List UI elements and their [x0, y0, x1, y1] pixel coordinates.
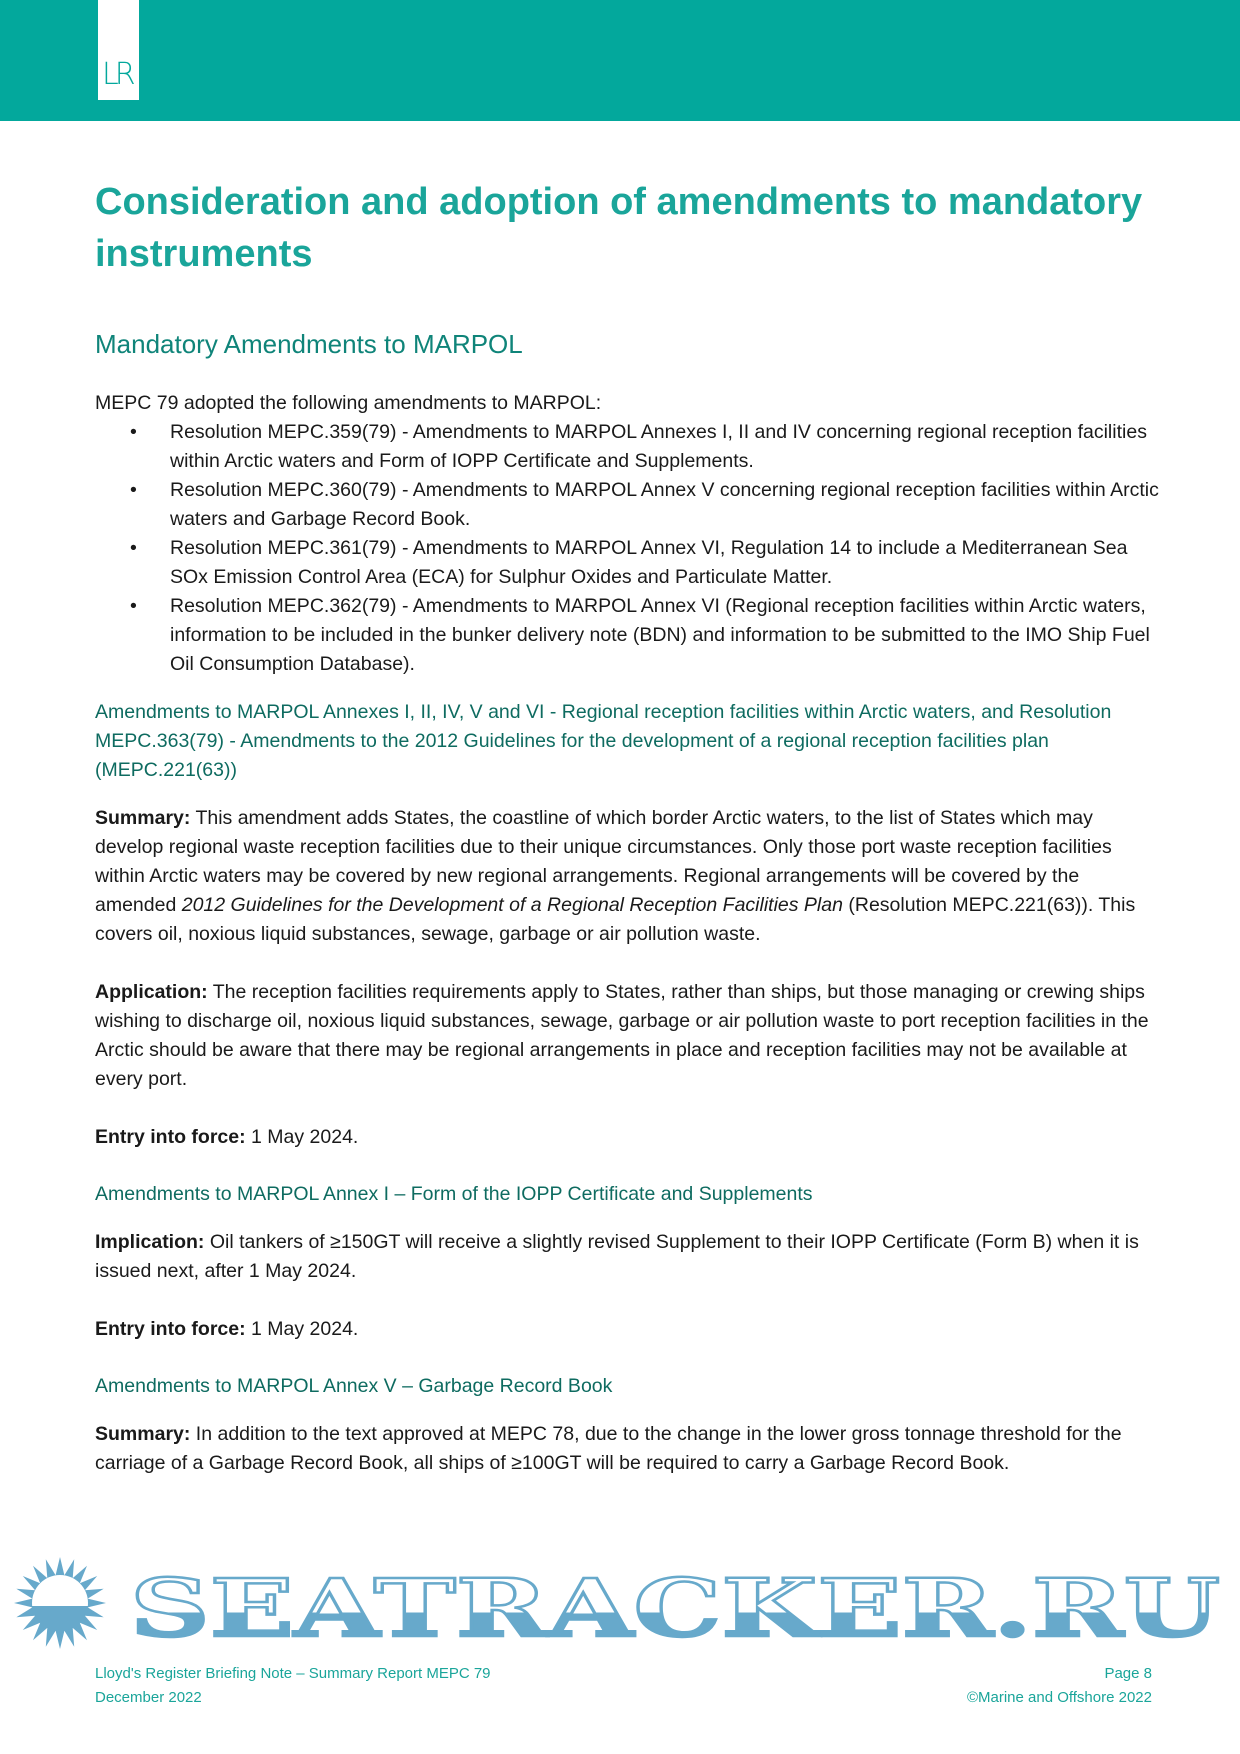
entry-date: 1 May 2024.: [245, 1318, 359, 1340]
watermark: [0, 1556, 1240, 1650]
guidelines-title: 2012 Guidelines for the Development of a Regional Reception Facilities Plan: [181, 894, 843, 916]
entry-label: Entry into force:: [95, 1318, 246, 1340]
section-heading: Mandatory Amendments to MARPOL: [95, 329, 523, 359]
list-item: • Resolution MEPC.359(79) - Amendments to MARPOL Annexes I, II and IV concerning regional reception facilities within Arctic waters and Form of IOPP Certificate and Supplements.: [170, 418, 1165, 476]
list-item: • Resolution MEPC.360(79) - Amendments to MARPOL Annex V concerning regional reception facilities within Arctic waters and Garbage Record Book.: [170, 476, 1165, 534]
summary-text: This amendment adds States, the coastline of which border Arctic waters, to the list of States which may develop regional waste reception facilities due to their unique circumstances. Only those port waste reception facilities within Arctic waters may be covered by new regional arrangements. Regional arrangements will be covered by the amended: [95, 807, 1112, 916]
header-bar: [0, 0, 1240, 121]
subheading-annex-i: Amendments to MARPOL Annex I – Form of the IOPP Certificate and Supplements: [95, 1183, 813, 1205]
footer-doc-title: Lloyd's Register Briefing Note – Summary Report MEPC 79: [95, 1665, 491, 1682]
footer-date: December 2022: [95, 1689, 202, 1706]
summary-text-cont: (Resolution MEPC.221(63)). This covers oil, noxious liquid substances, sewage, garbage or air pollution waste.: [95, 894, 1136, 945]
watermark-text: SEATRACKER.RU: [130, 1561, 1220, 1650]
footer-page-number: Page 8: [1104, 1665, 1152, 1682]
implication-label: Implication:: [95, 1231, 205, 1253]
summary-text: In addition to the text approved at MEPC 78, due to the change in the lower gross tonnage threshold for the carriage of a Garbage Record Book, all ships of ≥100GT will be required to carry a Garbage Record Book.: [95, 1423, 1122, 1474]
footer-copyright: ©Marine and Offshore 2022: [966, 1689, 1152, 1706]
page-title: Consideration and adoption of amendments to mandatory instruments: [95, 181, 1143, 275]
implication-text: Oil tankers of ≥150GT will receive a slightly revised Supplement to their IOPP Certificate (Form B) when it is issued next, after 1 May 2024.: [95, 1231, 1139, 1282]
application-paragraph: [95, 978, 1165, 1094]
list-item: • Resolution MEPC.361(79) - Amendments to MARPOL Annex VI, Regulation 14 to include a Mediterranean Sea SOx Emission Control Area (ECA) for Sulphur Oxides and Particulate Matter.: [170, 534, 1165, 592]
intro-block: [95, 389, 1165, 679]
application-text: The reception facilities requirements apply to States, rather than ships, but those managing or crewing ships wishing to discharge oil, noxious liquid substances, sewage, garbage or air pollution waste to port reception facilities in the Arctic should be aware that there may be regional arrangements in place and reception facilities may not be available at every port.: [95, 981, 1149, 1090]
subheading-annex-v: Amendments to MARPOL Annex V – Garbage Record Book: [95, 1375, 613, 1397]
entry-into-force-2: [95, 1315, 1165, 1344]
entry-date: 1 May 2024.: [245, 1126, 359, 1148]
summary-paragraph: [95, 804, 1165, 949]
entry-into-force-1: [95, 1123, 1165, 1152]
list-item: • Resolution MEPC.362(79) - Amendments to MARPOL Annex VI (Regional reception facilities within Arctic waters, information to be included in the bunker delivery note (BDN) and information to be submitted to the IMO Ship Fuel Oil Consumption Database).: [170, 592, 1165, 679]
sun-disc: [32, 1575, 88, 1631]
intro-text: MEPC 79 adopted the following amendments to MARPOL:: [95, 392, 602, 414]
application-label: Application:: [95, 981, 208, 1003]
amendments-list: [95, 418, 1165, 679]
lr-logo: LR: [98, 0, 139, 100]
subheading-arctic: Amendments to MARPOL Annexes I, II, IV, V and VI - Regional reception facilities within Arctic waters, and Resolution MEPC.363(79) - Amendments to the 2012 Guidelines for the development of a regional reception facilities plan (MEPC.221(63)): [95, 701, 1112, 781]
main-content: [95, 176, 1165, 1478]
summary-paragraph-annex-v: [95, 1420, 1165, 1478]
implication-paragraph: [95, 1228, 1165, 1286]
entry-label: Entry into force:: [95, 1126, 246, 1148]
summary-label: Summary:: [95, 807, 191, 829]
summary-label: Summary:: [95, 1423, 191, 1445]
sun-icon: [14, 1557, 106, 1649]
